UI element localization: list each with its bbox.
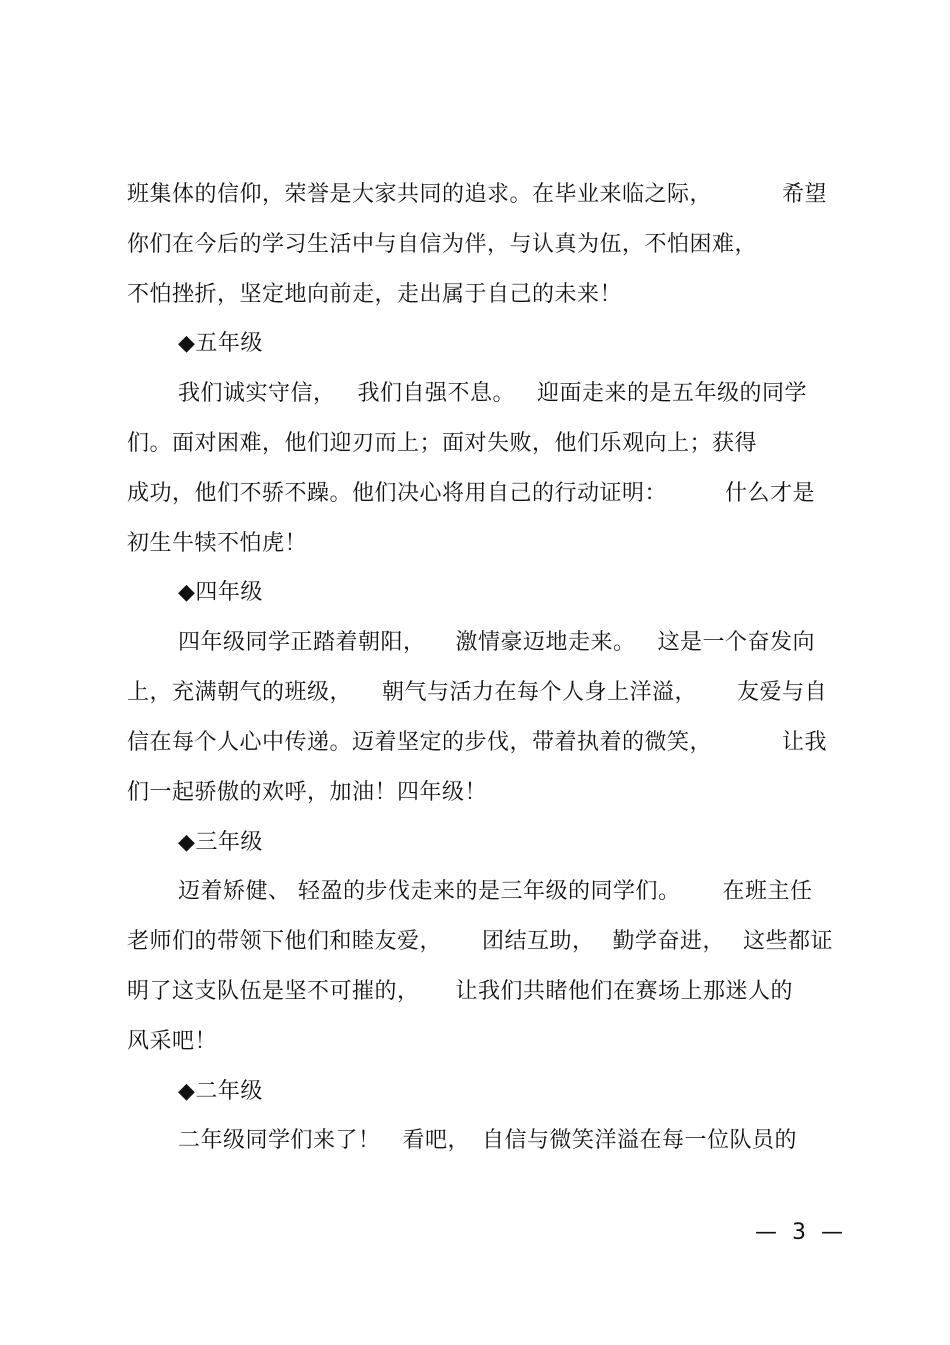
section-heading-grade-3: ◆三年级 <box>178 830 263 855</box>
text-line: 四年级同学正踏着朝阳， 激情豪迈地走来。 这是一个奋发向 <box>178 630 816 655</box>
text-line: 二年级同学们来了！ 看吧， 自信与微笑洋溢在每一位队员的 <box>178 1128 798 1153</box>
text-line: 明了这支队伍是坚不可摧的， 让我们共睹他们在赛场上那迷人的 <box>127 979 794 1004</box>
text-line: 班集体的信仰，荣誉是大家共同的追求。在毕业来临之际， 希望 <box>127 182 828 207</box>
text-line: 老师们的带领下他们和睦友爱， 团结互助， 勤学奋进， 这些都证 <box>127 929 834 954</box>
text-line: 上，充满朝气的班级， 朝气与活力在每个人身上洋溢， 友爱与自 <box>127 680 828 705</box>
text-line: 初生牛犊不怕虎！ <box>127 531 308 556</box>
text-line: 我们诚实守信， 我们自强不息。 迎面走来的是五年级的同学 <box>178 381 808 406</box>
text-line: 成功，他们不骄不躁。他们决心将用自己的行动证明： 什么才是 <box>127 481 816 506</box>
section-heading-grade-2: ◆二年级 <box>178 1079 263 1104</box>
text-line: 信在每个人心中传递。迈着坚定的步伐，带着执着的微笑， 让我 <box>127 730 828 755</box>
text-line: 们一起骄傲的欢呼，加油！四年级！ <box>127 780 488 805</box>
text-line: 不怕挫折，坚定地向前走，走出属于自己的未来！ <box>127 282 623 307</box>
text-line: 你们在今后的学习生活中与自信为伴，与认真为伍，不怕困难， <box>127 232 758 257</box>
text-line: 们。面对困难，他们迎刃而上；面对失败，他们乐观向上；获得 <box>127 431 758 456</box>
page-number: — 3 — <box>755 1220 847 1245</box>
text-line: 迈着矫健、 轻盈的步伐走来的是三年级的同学们。 在班主任 <box>178 879 813 904</box>
text-line: 风采吧！ <box>127 1029 218 1054</box>
section-heading-grade-5: ◆五年级 <box>178 331 263 356</box>
section-heading-grade-4: ◆四年级 <box>178 580 263 605</box>
